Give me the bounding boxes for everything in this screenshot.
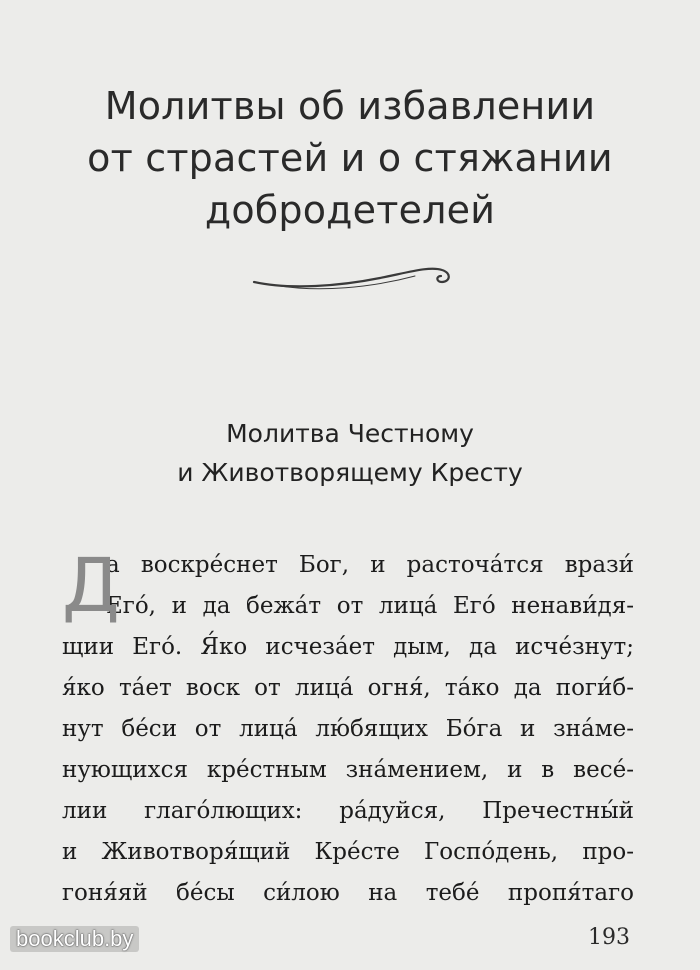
watermark: bookclub.by [10,926,139,952]
text-line: а воскре́снет Бог, и расточа́тся врази́ [106,552,634,578]
prayer-title-line: и Животворящему Кресту [177,458,523,487]
chapter-title [60,80,640,236]
text-line: нующихся кре́стным зна́мением, и в весе́- [62,757,634,783]
swash-ornament-icon [250,260,460,294]
text-line: и Животворя́щий Кре́сте Госпо́день, про- [62,839,634,865]
text-line: нут бе́си от лица́ лю́бящих Бо́га и зна́ме- [62,716,634,742]
drop-cap: Д [62,543,120,629]
text-line: щии Его́. Я́ко исчеза́ет дым, да исче́знут; [62,634,634,660]
chapter-title-line: Молитвы об избавлении [104,84,596,128]
text-line: лии глаго́лющих: ра́дуйся, Пречестны́й [62,798,634,824]
chapter-title-line: от страстей и о стяжании [87,136,613,180]
text-line: я́ко та́ет воск от лица́ огня́, та́ко да поги́б- [62,675,634,701]
prayer-text [62,545,634,914]
text-line: Его́, и да бежа́т от лица́ Его́ ненави́дя- [106,593,634,619]
text-line: гоня́яй бе́сы си́лою на тебе́ пропя́таго [62,880,634,906]
page-number: 193 [588,925,630,950]
prayer-title [60,414,640,492]
chapter-title-line: добродетелей [204,188,496,232]
prayer-title-line: Молитва Честному [226,419,474,448]
